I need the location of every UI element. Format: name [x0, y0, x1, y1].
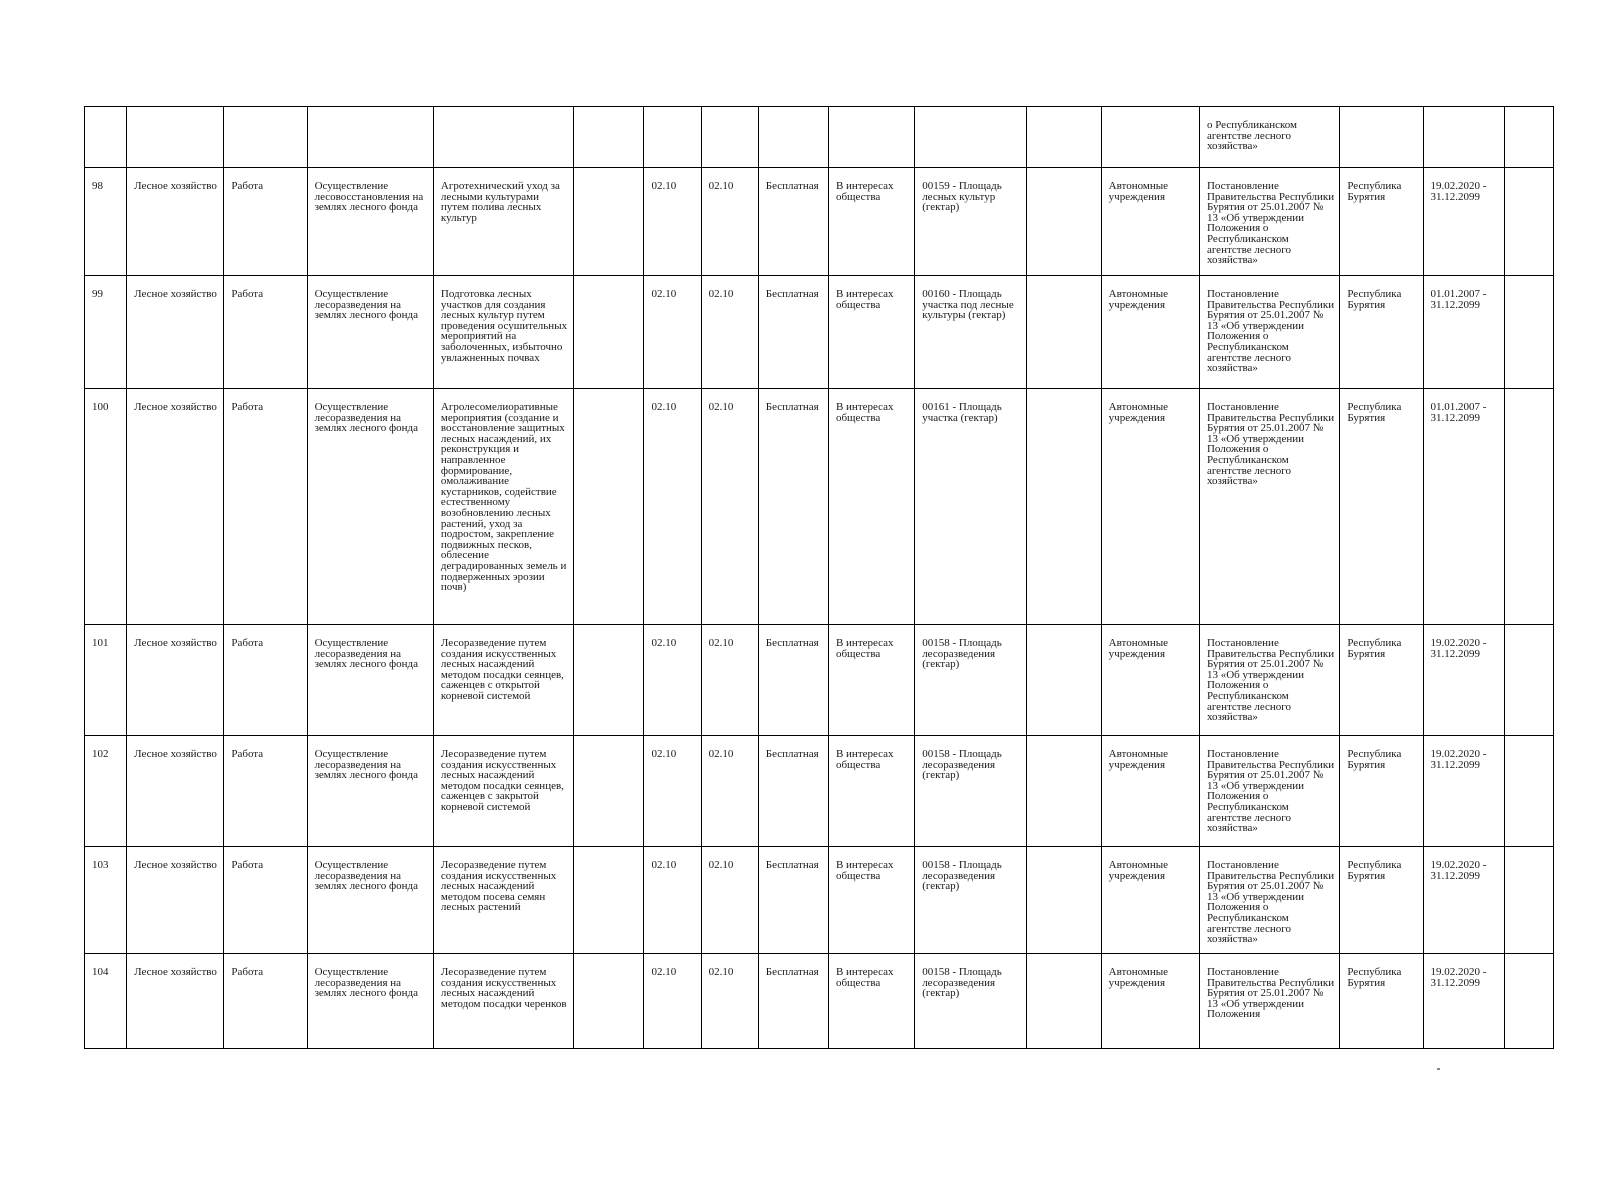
cell-extra2 [1027, 954, 1101, 1049]
cell-activity: Осуществление лесовосстановления на землях лесного фонда [307, 168, 433, 276]
cell-territory: Республика Бурятия [1340, 625, 1423, 736]
cell-extra [574, 954, 644, 1049]
cell-unit: 00161 - Площадь участка (гектар) [915, 389, 1027, 625]
cell-code1: 02.10 [644, 847, 701, 954]
cell-code1: 02.10 [644, 954, 701, 1049]
cell-code2: 02.10 [701, 736, 758, 847]
scan-speck [1437, 1068, 1440, 1070]
cell-sector: Лесное хозяйство [127, 954, 224, 1049]
cell-code1: 02.10 [644, 168, 701, 276]
cell-code2: 02.10 [701, 276, 758, 389]
cell-inst: Автономные учреждения [1101, 389, 1199, 625]
cell-extra2 [1027, 276, 1101, 389]
cell-beneficiary: В интересах общества [828, 168, 914, 276]
cell-payment: Бесплатная [758, 954, 828, 1049]
table-row [85, 847, 1554, 954]
cell-content: Подготовка лесных участков для создания лесных культур путем проведения осушительных мероприятий на заболоченных, избыточно увлажненных почвах [433, 276, 573, 389]
cell-extra2 [1027, 736, 1101, 847]
cell-unit: 00159 - Площадь лесных культур (гектар) [915, 168, 1027, 276]
cell-code2: 02.10 [701, 168, 758, 276]
cell-payment: Бесплатная [758, 168, 828, 276]
cell-kind: Работа [224, 954, 307, 1049]
continuation-row [85, 107, 1554, 168]
cell-content: Лесоразведение путем создания искусственных лесных насаждений методом посадки сеянцев, саженцев с открытой корневой системой [433, 625, 573, 736]
cell-extra2 [1027, 389, 1101, 625]
cell-extra3 [1504, 168, 1553, 276]
cell-extra [574, 625, 644, 736]
cell-basis: о Республиканском агентстве лесного хозяйства» [1199, 107, 1339, 168]
cell-kind: Работа [224, 847, 307, 954]
cell-basis: Постановление Правительства Республики Бурятия от 25.01.2007 № 13 «Об утверждении Положения о Республиканском агентстве лесного хозяйства» [1199, 736, 1339, 847]
cell-kind: Работа [224, 625, 307, 736]
cell-territory: Республика Бурятия [1340, 847, 1423, 954]
cell-beneficiary: В интересах общества [828, 625, 914, 736]
cell-inst: Автономные учреждения [1101, 954, 1199, 1049]
cell-period: 01.01.2007 - 31.12.2099 [1423, 389, 1504, 625]
cell-period: 19.02.2020 - 31.12.2099 [1423, 625, 1504, 736]
cell-content: Лесоразведение путем создания искусственных лесных насаждений методом посадки сеянцев, саженцев с закрытой корневой системой [433, 736, 573, 847]
cell-code1: 02.10 [644, 276, 701, 389]
cell-num: 103 [85, 847, 127, 954]
cell-extra3 [1504, 276, 1553, 389]
cell-territory: Республика Бурятия [1340, 736, 1423, 847]
cell-beneficiary: В интересах общества [828, 736, 914, 847]
cell-period: 19.02.2020 - 31.12.2099 [1423, 736, 1504, 847]
cell-extra3 [1504, 389, 1553, 625]
cell-beneficiary: В интересах общества [828, 389, 914, 625]
cell-extra2 [1027, 625, 1101, 736]
cell-code1: 02.10 [644, 389, 701, 625]
cell-payment: Бесплатная [758, 389, 828, 625]
cell-period: 19.02.2020 - 31.12.2099 [1423, 954, 1504, 1049]
cell-territory: Республика Бурятия [1340, 954, 1423, 1049]
cell-payment: Бесплатная [758, 847, 828, 954]
cell-extra3 [1504, 625, 1553, 736]
cell-kind: Работа [224, 168, 307, 276]
cell-beneficiary: В интересах общества [828, 847, 914, 954]
table-row [85, 954, 1554, 1049]
cell-unit: 00158 - Площадь лесоразведения (гектар) [915, 847, 1027, 954]
cell-extra2 [1027, 168, 1101, 276]
cell-extra [574, 736, 644, 847]
cell-territory: Республика Бурятия [1340, 168, 1423, 276]
cell-basis: Постановление Правительства Республики Бурятия от 25.01.2007 № 13 «Об утверждении Положения о Республиканском агентстве лесного хозяйства» [1199, 168, 1339, 276]
registry-table [84, 106, 1554, 1049]
cell-sector: Лесное хозяйство [127, 625, 224, 736]
cell-code2: 02.10 [701, 389, 758, 625]
cell-payment: Бесплатная [758, 276, 828, 389]
cell-code2: 02.10 [701, 847, 758, 954]
cell-sector: Лесное хозяйство [127, 736, 224, 847]
cell-num: 100 [85, 389, 127, 625]
cell-basis: Постановление Правительства Республики Бурятия от 25.01.2007 № 13 «Об утверждении Положения [1199, 954, 1339, 1049]
cell-inst: Автономные учреждения [1101, 276, 1199, 389]
cell-num: 102 [85, 736, 127, 847]
cell-activity: Осуществление лесоразведения на землях лесного фонда [307, 389, 433, 625]
cell-basis: Постановление Правительства Республики Бурятия от 25.01.2007 № 13 «Об утверждении Положения о Республиканском агентстве лесного хозяйства» [1199, 847, 1339, 954]
cell-unit: 00158 - Площадь лесоразведения (гектар) [915, 625, 1027, 736]
table-row [85, 389, 1554, 625]
cell-sector: Лесное хозяйство [127, 389, 224, 625]
cell-extra [574, 168, 644, 276]
cell-content: Агротехнический уход за лесными культурами путем полива лесных культур [433, 168, 573, 276]
cell-activity: Осуществление лесоразведения на землях лесного фонда [307, 847, 433, 954]
cell-payment: Бесплатная [758, 625, 828, 736]
cell-unit: 00158 - Площадь лесоразведения (гектар) [915, 736, 1027, 847]
cell-kind: Работа [224, 736, 307, 847]
cell-period: 19.02.2020 - 31.12.2099 [1423, 168, 1504, 276]
cell-num: 101 [85, 625, 127, 736]
cell-extra2 [1027, 847, 1101, 954]
cell-code2: 02.10 [701, 625, 758, 736]
cell-extra [574, 389, 644, 625]
cell-sector: Лесное хозяйство [127, 168, 224, 276]
cell-activity: Осуществление лесоразведения на землях лесного фонда [307, 736, 433, 847]
cell-extra [574, 847, 644, 954]
cell-kind: Работа [224, 389, 307, 625]
cell-beneficiary: В интересах общества [828, 276, 914, 389]
cell-num: 104 [85, 954, 127, 1049]
cell-period: 01.01.2007 - 31.12.2099 [1423, 276, 1504, 389]
table-row [85, 736, 1554, 847]
table-row [85, 168, 1554, 276]
cell-activity: Осуществление лесоразведения на землях лесного фонда [307, 276, 433, 389]
cell-period: 19.02.2020 - 31.12.2099 [1423, 847, 1504, 954]
cell-extra [574, 276, 644, 389]
cell-activity: Осуществление лесоразведения на землях лесного фонда [307, 954, 433, 1049]
cell-extra3 [1504, 954, 1553, 1049]
cell-activity: Осуществление лесоразведения на землях лесного фонда [307, 625, 433, 736]
cell-content: Агролесомелиоративные мероприятия (создание и восстановление защитных лесных насаждений, их реконструкция и направленное формирование, омолаживание кустарников, содействие естественному возобновлению лесных растений, уход за подростом, закрепление подвижных песков, облесение деградированных земель и подверженных эрозии почв) [433, 389, 573, 625]
cell-basis: Постановление Правительства Республики Бурятия от 25.01.2007 № 13 «Об утверждении Положения о Республиканском агентстве лесного хозяйства» [1199, 276, 1339, 389]
cell-content: Лесоразведение путем создания искусственных лесных насаждений методом посадки черенков [433, 954, 573, 1049]
cell-unit: 00158 - Площадь лесоразведения (гектар) [915, 954, 1027, 1049]
cell-num: 98 [85, 168, 127, 276]
cell-inst: Автономные учреждения [1101, 625, 1199, 736]
cell-code2: 02.10 [701, 954, 758, 1049]
table-row [85, 276, 1554, 389]
cell-inst: Автономные учреждения [1101, 847, 1199, 954]
cell-extra3 [1504, 736, 1553, 847]
cell-inst: Автономные учреждения [1101, 168, 1199, 276]
cell-num: 99 [85, 276, 127, 389]
cell-unit: 00160 - Площадь участка под лесные культуры (гектар) [915, 276, 1027, 389]
cell-territory: Республика Бурятия [1340, 389, 1423, 625]
cell-basis: Постановление Правительства Республики Бурятия от 25.01.2007 № 13 «Об утверждении Положения о Республиканском агентстве лесного хозяйства» [1199, 625, 1339, 736]
cell-content: Лесоразведение путем создания искусственных лесных насаждений методом посева семян лесных растений [433, 847, 573, 954]
table-row [85, 625, 1554, 736]
cell-beneficiary: В интересах общества [828, 954, 914, 1049]
cell-extra3 [1504, 847, 1553, 954]
cell-code1: 02.10 [644, 625, 701, 736]
cell-basis: Постановление Правительства Республики Бурятия от 25.01.2007 № 13 «Об утверждении Положения о Республиканском агентстве лесного хозяйства» [1199, 389, 1339, 625]
cell-inst: Автономные учреждения [1101, 736, 1199, 847]
cell-sector: Лесное хозяйство [127, 276, 224, 389]
cell-kind: Работа [224, 276, 307, 389]
cell-territory: Республика Бурятия [1340, 276, 1423, 389]
cell-sector: Лесное хозяйство [127, 847, 224, 954]
cell-payment: Бесплатная [758, 736, 828, 847]
cell-code1: 02.10 [644, 736, 701, 847]
